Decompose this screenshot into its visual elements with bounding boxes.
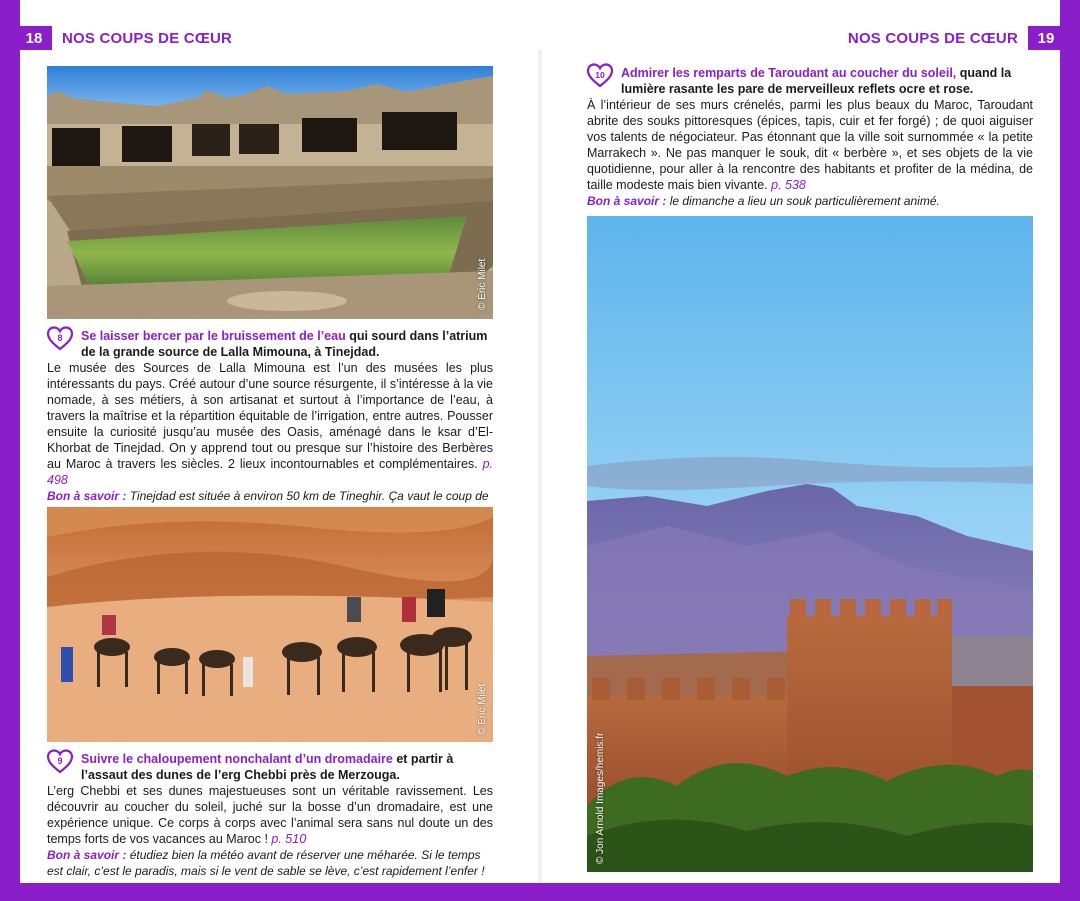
entry-title-highlight: Se laisser bercer par le bruissement de l’eau — [81, 329, 346, 343]
tip-text: Tinejdad est située à environ 50 km de Tineghir. Ça vaut le coup de — [129, 489, 489, 503]
entry-title-rest: quand la lumière rasante les pare de merveilleux reflets ocre et rose. — [621, 66, 1012, 96]
photo-lalla-mimouna-source — [47, 66, 493, 319]
entry-body — [47, 360, 493, 488]
entry-10 — [587, 65, 1033, 209]
entry-number: 10 — [595, 70, 605, 80]
entry-title-highlight: Admirer les remparts de Taroudant au coucher du soleil, — [621, 66, 957, 80]
header-left — [20, 26, 242, 50]
entry-body — [587, 97, 1033, 193]
entry-10-heading — [587, 65, 1033, 97]
page-reference: p. 498 — [47, 457, 493, 487]
entry-title-highlight: Suivre le chaloupement nonchalant d’un dromadaire — [81, 752, 393, 766]
entry-title — [81, 751, 493, 783]
tip-text: étudiez bien la météo avant de réserver une méharée. Si le temps est clair, c’est le paradis, mais si le vent de sable se lève, c’est rapidement l’enfer ! — [47, 848, 485, 878]
entry-title — [81, 328, 493, 360]
page-gutter — [538, 50, 542, 883]
entry-9 — [47, 751, 493, 879]
entry-body-text: À l’intérieur de ses murs crénelés, parmi les plus beaux du Maroc, Taroudant abrite des souks pittoresques (épices, tapis, cuir et fer forgé) ; de quoi aiguiser vos talents de négociateur. Pas étonnant que la ville soit surnommée « la petite Marrakech ». Ne pas manquer le souk, dit « berbère », et ses objets de la vie quotidienne, pour aller à la rencontre des habitants et profiter de la médina, de taille modeste mais bien vivante. — [587, 98, 1033, 192]
tip-label: Bon à savoir : — [47, 848, 127, 862]
page-border-left — [0, 0, 20, 901]
photo-camel-caravan — [47, 507, 493, 742]
entry-number: 9 — [57, 756, 63, 766]
heart-number-icon — [47, 326, 73, 352]
entry-title — [621, 65, 1033, 97]
page-border-right — [1060, 0, 1080, 901]
tip — [587, 193, 1033, 209]
heart-number-icon — [587, 63, 613, 89]
photo-credit: © Éric Milet — [477, 258, 488, 310]
entry-body-text: L’erg Chebbi et ses dunes majestueuses sont un véritable ravissement. Les découvrir au coucher du soleil, juché sur la bosse d’un dromadaire, est une expérience unique. Ce corps à corps avec l’animal sera sans nul doute un des temps forts de vos vacances au Maroc ! — [47, 784, 493, 846]
running-head-left: NOS COUPS DE CŒUR — [62, 29, 233, 47]
page-number-left: 18 — [0, 26, 52, 50]
entry-title-rest: qui sourd dans l’atrium de la grande source de Lalla Mimouna, à Tinejdad. — [81, 329, 488, 359]
tip-text: le dimanche a lieu un souk particulièrement animé. — [666, 194, 940, 208]
tip-label: Bon à savoir : — [47, 489, 127, 503]
entry-8-heading — [47, 328, 493, 360]
tip-label: Bon à savoir : — [587, 194, 667, 208]
heart-number-icon — [47, 749, 73, 775]
page-reference: p. 538 — [771, 178, 806, 192]
page-number-right: 19 — [1028, 26, 1080, 50]
entry-number: 8 — [57, 333, 63, 343]
entry-body-text: Le musée des Sources de Lalla Mimouna est l’un des musées les plus intéressants du pays. Créé autour d’une source résurgente, il s’intéresse à la vie nomade, à ses métiers, à son artisanat et surtout à l’importance de l’eau, à travers la maîtrise et la répartition équitable de l’irrigation, entre autres. Pousser ensuite la curiosité jusqu’au musée des Oasis, aménagé dans le ksar d’El-Khorbat de Tinejdad. On y apprend tout ou presque sur l’histoire des Berbères au Maroc à travers les siècles. 2 lieux incontournables et complémentaires. — [47, 361, 493, 471]
header-right — [838, 26, 1060, 50]
page-reference: p. 510 — [271, 832, 307, 846]
entry-9-heading — [47, 751, 493, 783]
photo-credit: © Jon Arnold Images/hemis.fr — [595, 732, 606, 864]
photo-credit: © Éric Milet — [477, 683, 488, 735]
entry-title-rest: et partir à l’assaut des dunes de l’erg Chebbi près de Merzouga. — [81, 752, 454, 782]
photo-taroudant-ramparts — [587, 216, 1033, 872]
entry-body — [47, 783, 493, 847]
running-head-right: NOS COUPS DE CŒUR — [847, 29, 1018, 47]
tip — [47, 847, 493, 879]
entry-8 — [47, 328, 493, 520]
page-border-bottom — [0, 883, 1080, 901]
